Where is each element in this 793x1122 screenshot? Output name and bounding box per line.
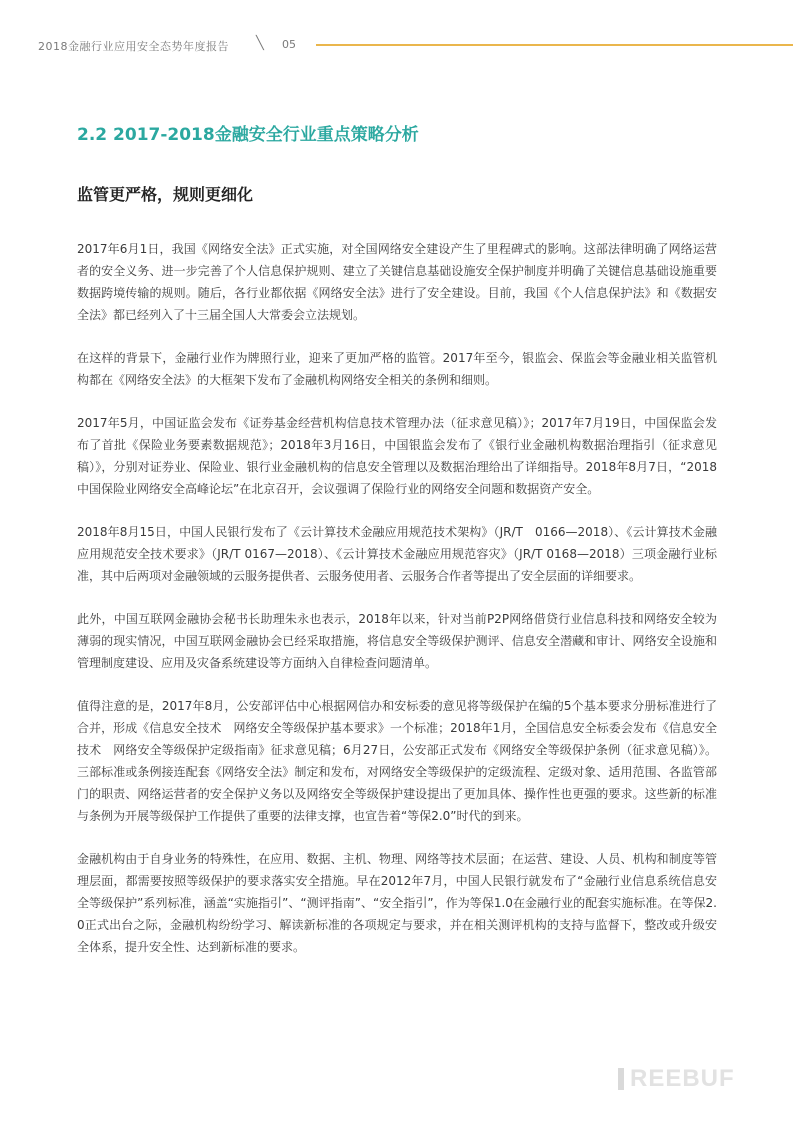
header-rule [316, 44, 793, 46]
paragraph-1: 2017年6月1日，我国《网络安全法》正式实施，对全国网络安全建设产生了里程碑式的影响。这部法律明确了网络运营者的安全义务、进一步完善了个人信息保护规则、建立了关键信息基础设施安全保护制度并明确了关键信息基础设施重要数据跨境传输的规则。随后，各行业都依据《网络安全法》进行了安全建设。目前，我国《个人信息保护法》和《数据安全法》都已经列入了十三届全国人大常委会立法规划。 [77, 242, 717, 322]
paragraph-3: 2017年5月，中国证监会发布《证券基金经营机构信息技术管理办法（征求意见稿）》；2017年7月19日，中国保监会发布了首批《保险业务要素数据规范》；2018年3月16日，中国银监会发布了《银行业金融机构数据治理指引（征求意见稿）》，分别对证券业、保险业、银行业金融机构的信息安全管理以及数据治理给出了详细指导。2018年8月7日，“2018中国保险业网络安全高峰论坛”在北京召开，会议强调了保险行业的网络安全问题和数据资产安全。 [77, 416, 717, 496]
paragraph-2: 在这样的背景下，金融行业作为牌照行业，迎来了更加严格的监管。2017年至今，银监会、保监会等金融业相关监管机构都在《网络安全法》的大框架下发布了金融机构网络安全相关的条例和细则。 [77, 351, 717, 387]
paragraph-5: 此外，中国互联网金融协会秘书长助理朱永也表示，2018年以来，针对当前P2P网络借贷行业信息科技和网络安全较为薄弱的现实情况，中国互联网金融协会已经采取措施，将信息安全等级保护测评、信息安全潜藏和审计、网络安全设施和管理制度建设、应用及灾备系统建设等方面纳入自律检查问题清单。 [77, 612, 717, 670]
section-title: 2.2 2017-2018金融安全行业重点策略分析 [77, 125, 419, 145]
freebuf-logo-icon [618, 1068, 624, 1090]
freebuf-watermark [618, 1064, 758, 1094]
subsection-title: 监管更严格，规则更细化 [77, 185, 254, 204]
header-separator: ╲ [256, 36, 264, 51]
page-header [38, 36, 758, 56]
paragraph-6: 值得注意的是，2017年8月，公安部评估中心根据网信办和安标委的意见将等级保护在编的5个基本要求分册标准进行了合并，形成《信息安全技术 网络安全等级保护基本要求》一个标准；2018年1月，全国信息安全标委会发布《信息安全技术 网络安全等级保护定级指南》征求意见稿；6月27日，公安部正式发布《网络安全等级保护条例（征求意见稿）》。三部标准或条例接连配套《网络安全法》制定和发布，对网络安全等级保护的定级流程、定级对象、适用范围、各监管部门的职责、网络运营者的安全保护义务以及网络安全等级保护建设提出了更加具体、操作性也更强的要求。这些新的标准与条例为开展等级保护工作提供了重要的法律支撑，也宣告着“等保2.0”时代的到来。 [77, 699, 717, 823]
page-number: 05 [282, 38, 296, 51]
watermark-text: REEBUF [630, 1065, 735, 1092]
body-text [77, 238, 717, 979]
paragraph-7: 金融机构由于自身业务的特殊性，在应用、数据、主机、物理、网络等技术层面；在运营、建设、人员、机构和制度等管理层面，都需要按照等级保护的要求落实安全措施。早在2012年7月，中国人民银行就发布了“金融行业信息系统信息安全等级保护”系列标准，涵盖“实施指引”、“测评指南”、“安全指引”，作为等保1.0在金融行业的配套实施标准。在等保2.0正式出台之际，金融机构纷纷学习、解读新标准的各项规定与要求，并在相关测评机构的支持与监督下，整改或升级安全体系，提升安全性、达到新标准的要求。 [77, 852, 717, 954]
paragraph-4: 2018年8月15日，中国人民银行发布了《云计算技术金融应用规范技术架构》（JR/T 0166—2018）、《云计算技术金融应用规范安全技术要求》（JR/T 0167—2018）、《云计算技术金融应用规范容灾》（JR/T 0168—2018）三项金融行业标准，其中后两项对金融领域的云服务提供者、云服务使用者、云服务合作者等提出了安全层面的详细要求。 [77, 525, 717, 583]
report-title: 2018金融行业应用安全态势年度报告 [38, 40, 229, 53]
